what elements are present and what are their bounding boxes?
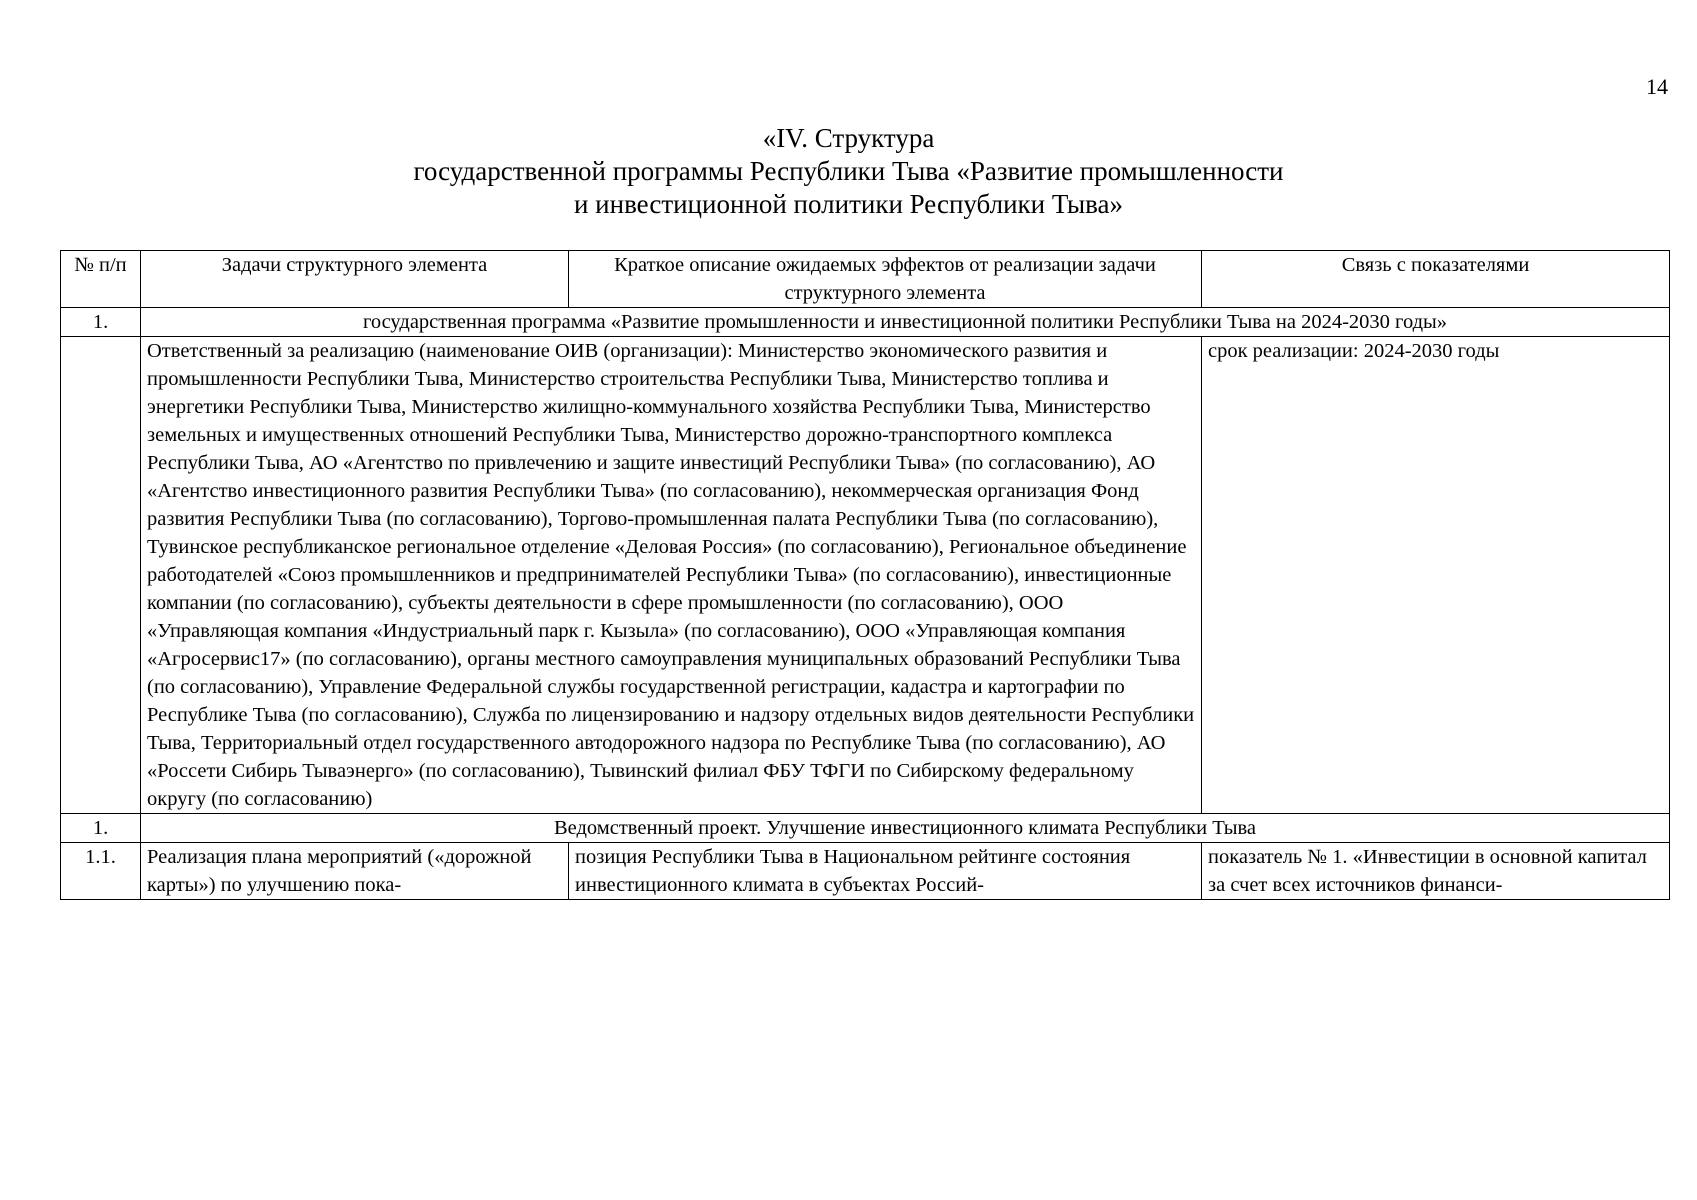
header-effects: Краткое описание ожидаемых эффектов от реализации задачи структурного элемента <box>569 251 1202 308</box>
table-header-row <box>61 251 1670 308</box>
header-indicators: Связь с показателями <box>1202 251 1670 308</box>
project-row-text: Ведомственный проект. Улучшение инвестиционного климата Республики Тыва <box>141 814 1670 843</box>
header-tasks: Задачи структурного элемента <box>141 251 569 308</box>
title-line-3: и инвестиционной политики Республики Тыва» <box>573 189 1124 219</box>
project-row-num: 1. <box>61 814 141 843</box>
task-row-task: Реализация плана мероприятий («дорожной карты») по улучшению пока- <box>141 843 569 900</box>
responsible-row-num <box>61 337 141 814</box>
responsible-term: срок реализации: 2024-2030 годы <box>1202 337 1670 814</box>
header-num: № п/п <box>61 251 141 308</box>
task-row-effect: позиция Республики Тыва в Национальном рейтинге состояния инвестиционного климата в субъектах Россий- <box>569 843 1202 900</box>
project-row <box>61 814 1670 843</box>
program-row <box>61 308 1670 337</box>
page-number: 14 <box>1646 74 1668 99</box>
title-line-2: государственной программы Республики Тыва «Развитие промышленности <box>413 156 1284 186</box>
responsible-text: Ответственный за реализацию (наименование ОИВ (организации): Министерство экономического развития и промышленности Республики Тыва, Министерство строительства Республики Тыва, Министерство топлива и энергетики Республики Тыва, Министерство жилищно-коммунального хозяйства Республики Тыва, Министерство земельных и имущественных отношений Республики Тыва, Министерство дорожно-транспортного комплекса Республики Тыва, АО «Агентство по привлечению и защите инвестиций Республики Тыва» (по согласованию), АО «Агентство инвестиционного развития Республики Тыва» (по согласованию), некоммерческая организация Фонд развития Республики Тыва (по согласованию), Торгово-промышленная палата Республики Тыва (по согласованию), Тувинское республиканское региональное отделение «Деловая Россия» (по согласованию), Региональное объединение работодателей «Союз промышленников и предпринимателей Республики Тыва» (по согласованию), инвестиционные компании (по согласованию), субъекты деятельности в сфере промышленности (по согласованию), ООО «Управляющая компания «Индустриальный парк г. Кызыла» (по согласованию), ООО «Управляющая компания «Агросервис17» (по согласованию), органы местного самоуправления муниципальных образований Республики Тыва (по согласованию), Управление Федеральной службы государственной регистрации, кадастра и картографии по Республике Тыва (по согласованию), Служба по лицензированию и надзору отдельных видов деятельности Республики Тыва, Территориальный отдел государственного автодорожного надзора по Республике Тыва (по согласованию), АО «Россети Сибирь Тываэнерго» (по согласованию), Тывинский филиал ФБУ ТФГИ по Сибирскому федеральному округу (по согласованию) <box>141 337 1202 814</box>
document-title <box>0 122 1697 221</box>
title-line-1: «IV. Структура <box>762 123 935 153</box>
program-row-text: государственная программа «Развитие промышленности и инвестиционной политики Республики Тыва на 2024-2030 годы» <box>141 308 1670 337</box>
task-row-num: 1.1. <box>61 843 141 900</box>
program-row-num: 1. <box>61 308 141 337</box>
structure-table <box>60 250 1670 900</box>
task-row-indicator: показатель № 1. «Инвестиции в основной капитал за счет всех источников финанси- <box>1202 843 1670 900</box>
responsible-row <box>61 337 1670 814</box>
task-row <box>61 843 1670 900</box>
